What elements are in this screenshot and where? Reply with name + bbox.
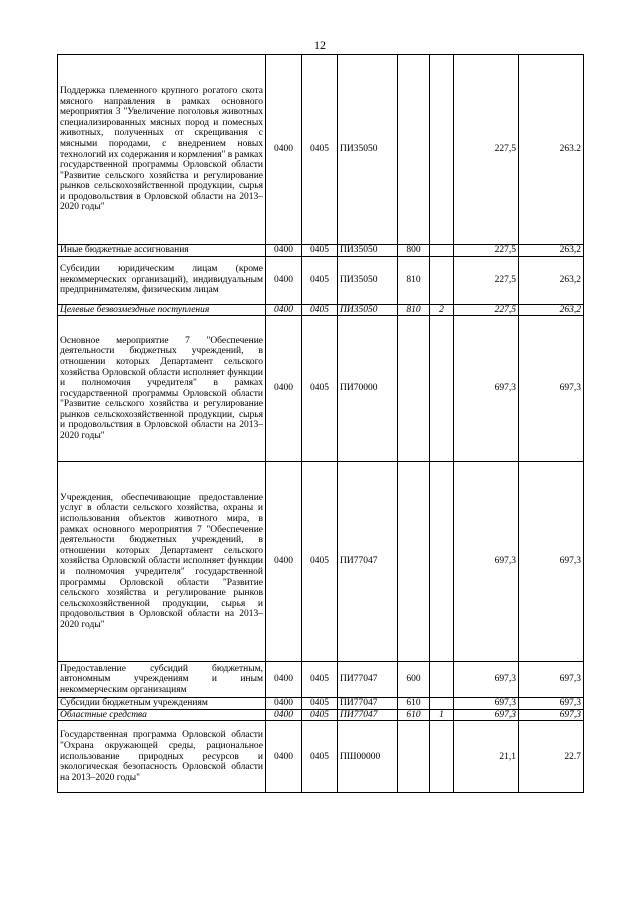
row-subsection: 0405 — [302, 55, 338, 245]
row-sum-1: 227,5 — [454, 55, 519, 245]
row-sum-1: 697,3 — [454, 462, 519, 662]
row-sum-2: 263.2 — [519, 55, 584, 245]
row-subsection: 0405 — [302, 698, 338, 710]
row-sum-1: 227,5 — [454, 245, 519, 257]
row-source — [430, 256, 454, 304]
row-name: Субсидии юридическим лицам (кроме некоммерческих организаций), индивидуальным предпринимателям, физическим лицам — [58, 256, 266, 304]
row-sum-1: 227,5 — [454, 256, 519, 304]
table-row — [58, 698, 584, 710]
row-subsection: 0405 — [302, 709, 338, 721]
row-expense-type — [398, 316, 430, 462]
row-section: 0400 — [266, 55, 302, 245]
row-expense-type — [398, 55, 430, 245]
row-sum-1: 227,5 — [454, 304, 519, 316]
row-name: Иные бюджетные ассигнования — [58, 245, 266, 257]
table-row — [58, 316, 584, 462]
row-expense-type: 800 — [398, 245, 430, 257]
row-sum-2: 263,2 — [519, 256, 584, 304]
row-section: 0400 — [266, 698, 302, 710]
row-sum-2: 263,2 — [519, 304, 584, 316]
row-target-article: ПИ77047 — [338, 698, 398, 710]
row-name: Учреждения, обеспечивающие предоставление услуг в области сельского хозяйства, охраны и использования объектов животного мира, в рамках основного мероприятия 7 "Обеспечение деятельности бюджетных учреждений, в отношении которых Департамент сельского хозяйства Орловской области исполняет функции и полномочия учредителя" государственной программы Орловской области "Развитие сельского хозяйства и регулирование рынков сельскохозяйственной продукции, сырья и продовольствия в Орловской области на 2013–2020 годы" — [58, 462, 266, 662]
row-target-article: ПИ35050 — [338, 304, 398, 316]
row-target-article: ПШ00000 — [338, 721, 398, 793]
table-row — [58, 662, 584, 698]
row-target-article: ПИ77047 — [338, 709, 398, 721]
row-sum-2: 697,3 — [519, 316, 584, 462]
row-subsection: 0405 — [302, 245, 338, 257]
row-expense-type: 610 — [398, 698, 430, 710]
row-source — [430, 245, 454, 257]
row-subsection: 0405 — [302, 304, 338, 316]
row-source — [430, 662, 454, 698]
row-name: Предоставление субсидий бюджетным, автономным учреждениям и иным некоммерческим организациям — [58, 662, 266, 698]
budget-table — [57, 54, 584, 793]
table-row — [58, 709, 584, 721]
table-row — [58, 55, 584, 245]
table-row — [58, 721, 584, 793]
row-expense-type: 810 — [398, 256, 430, 304]
row-subsection: 0405 — [302, 462, 338, 662]
row-sum-2: 697,3 — [519, 462, 584, 662]
row-section: 0400 — [266, 462, 302, 662]
row-target-article: ПИ77047 — [338, 662, 398, 698]
row-subsection: 0405 — [302, 316, 338, 462]
row-source — [430, 721, 454, 793]
table-row — [58, 256, 584, 304]
row-section: 0400 — [266, 709, 302, 721]
row-source — [430, 462, 454, 662]
row-name: Государственная программа Орловской области "Охрана окружающей среды, рациональное использование природных ресурсов и экологическая безопасность Орловской области на 2013–2020 годы" — [58, 721, 266, 793]
row-section: 0400 — [266, 721, 302, 793]
row-source — [430, 55, 454, 245]
row-sum-1: 21,1 — [454, 721, 519, 793]
row-section: 0400 — [266, 256, 302, 304]
row-sum-1: 697,3 — [454, 662, 519, 698]
row-source — [430, 698, 454, 710]
row-sum-1: 697,3 — [454, 316, 519, 462]
row-source: 2 — [430, 304, 454, 316]
row-subsection: 0405 — [302, 256, 338, 304]
row-target-article: ПИ70000 — [338, 316, 398, 462]
row-target-article: ПИ35050 — [338, 256, 398, 304]
row-name: Субсидии бюджетным учреждениям — [58, 698, 266, 710]
row-section: 0400 — [266, 245, 302, 257]
row-name: Целевые безвозмездные поступления — [58, 304, 266, 316]
row-source — [430, 316, 454, 462]
row-section: 0400 — [266, 316, 302, 462]
page-number: 12 — [314, 38, 326, 52]
row-target-article: ПИ35050 — [338, 245, 398, 257]
row-subsection: 0405 — [302, 721, 338, 793]
row-source: 1 — [430, 709, 454, 721]
row-sum-2: 22.7 — [519, 721, 584, 793]
row-section: 0400 — [266, 304, 302, 316]
row-name: Областные средства — [58, 709, 266, 721]
row-sum-2: 697,3 — [519, 709, 584, 721]
row-expense-type — [398, 462, 430, 662]
row-target-article: ПИ77047 — [338, 462, 398, 662]
row-expense-type: 810 — [398, 304, 430, 316]
row-expense-type: 600 — [398, 662, 430, 698]
row-name: Основное мероприятие 7 "Обеспечение деятельности бюджетных учреждений, в отношении которых Департамент сельского хозяйства Орловской области исполняет функции и полномочия учредителя" в рамках государственной программы Орловской области "Развитие сельского хозяйства и регулирование рынков сельскохозяйственной продукции, сырья и продовольствия в Орловской области на 2013–2020 годы" — [58, 316, 266, 462]
row-sum-1: 697,3 — [454, 698, 519, 710]
row-sum-2: 697,3 — [519, 662, 584, 698]
table-row — [58, 462, 584, 662]
row-target-article: ПИ35050 — [338, 55, 398, 245]
row-section: 0400 — [266, 662, 302, 698]
table-row — [58, 245, 584, 257]
table-row — [58, 304, 584, 316]
row-subsection: 0405 — [302, 662, 338, 698]
row-name: Поддержка племенного крупного рогатого скота мясного направления в рамках основного мероприятия 3 "Увеличение поголовья животных специализированных мясных пород и помесных животных, полученных от скрещивания с мясными породами, с внедрением новых технологий их содержания и кормления" в рамках государственной программы Орловской области "Развитие сельского хозяйства и регулирование рынков сельскохозяйственной продукции, сырья и продовольствия в Орловской области на 2013–2020 годы" — [58, 55, 266, 245]
row-sum-1: 697,3 — [454, 709, 519, 721]
row-expense-type: 610 — [398, 709, 430, 721]
row-sum-2: 697,3 — [519, 698, 584, 710]
row-expense-type — [398, 721, 430, 793]
row-sum-2: 263,2 — [519, 245, 584, 257]
